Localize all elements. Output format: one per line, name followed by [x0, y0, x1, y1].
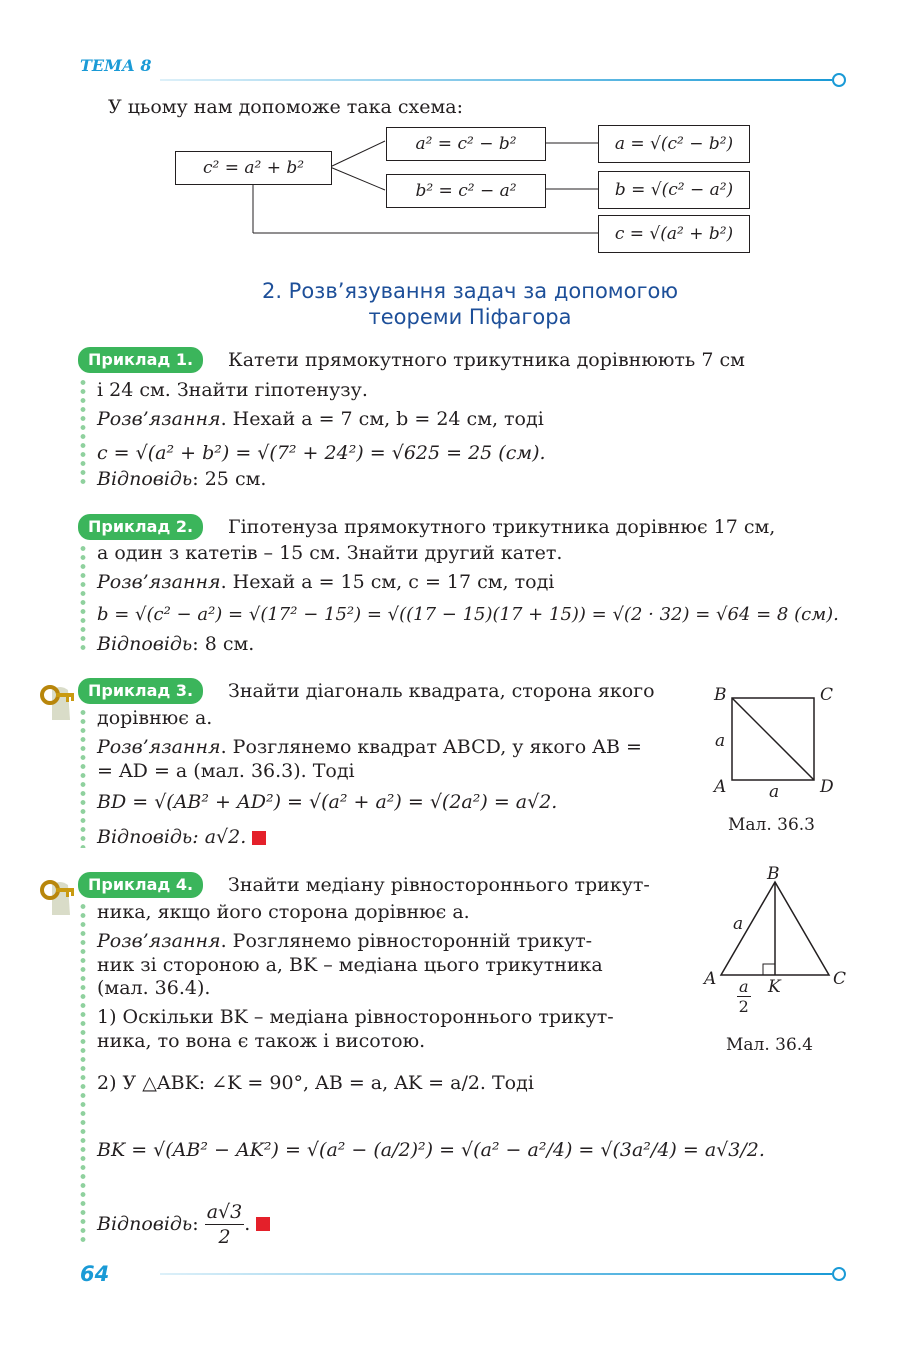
- solution-label: Розв’язання: [97, 408, 221, 430]
- section-title-line2: теореми Піфагора: [368, 305, 572, 329]
- point-C-label: C: [820, 685, 834, 705]
- point-B-label: B: [714, 685, 727, 705]
- header-rule: [160, 79, 832, 81]
- answer-fraction: $\frac{a√3}{2}$: [206, 1200, 243, 1248]
- figure-36-4-caption: Мал. 36.4: [726, 1035, 814, 1055]
- example1-dots: [80, 378, 86, 486]
- footer-rule: [160, 1273, 832, 1275]
- example4-line1: Знайти медіану рівностороннього трикут-: [228, 874, 650, 896]
- scheme-a-root: a = √(c² − b²): [598, 125, 750, 163]
- example3-calculation: BD = √(AB² + AD²) = √(a² + a²) = √(2a²) = a√2.: [97, 791, 558, 813]
- key-icon: [38, 875, 78, 919]
- solution-label: Розв’язання: [97, 571, 221, 593]
- example1-badge: Приклад 1.: [78, 347, 203, 373]
- example4-solution: Розв’язання. Розглянемо рівносторонній трикут-: [97, 930, 593, 952]
- side-a-label: a: [733, 914, 744, 934]
- example4-step1b: ника, то вона є також і висотою.: [97, 1030, 426, 1052]
- example2-answer: Відповідь: 8 см.: [97, 633, 255, 655]
- example3-answer: Відповідь: a√2.: [97, 825, 266, 849]
- page-number: 64: [80, 1262, 110, 1286]
- answer-label: Відповідь: [97, 1213, 193, 1235]
- example1-calculation: c = √(a² + b²) = √(7² + 24²) = √625 = 25 (см).: [97, 442, 546, 464]
- scheme-b-root: b = √(c² − a²): [598, 171, 750, 209]
- intro-text: У цьому нам допоможе така схема:: [108, 96, 463, 118]
- example4-badge: Приклад 4.: [78, 872, 203, 898]
- example4-step2: 2) У △ABK: ∠K = 90°, AB = a, AK = a/2. Тоді: [97, 1072, 534, 1094]
- side-a-left-label: a: [715, 731, 726, 751]
- example2-line1: Гіпотенуза прямокутного трикутника дорівнює 17 см,: [228, 516, 776, 538]
- example1-line1: Катети прямокутного трикутника дорівнюють 7 см: [228, 349, 745, 371]
- end-of-proof-mark: [256, 1217, 270, 1231]
- example2-calculation: b = √(c² − a²) = √(17² − 15²) = √((17 − 15)(17 + 15)) = √(2 · 32) = √64 = 8 (см).: [97, 604, 839, 625]
- example1-line2: і 24 см. Знайти гіпотенузу.: [97, 379, 368, 401]
- example4-line4: ник зі стороною a, BK – медіана цього трикутника: [97, 954, 603, 976]
- solution-label: Розв’язання: [97, 736, 221, 758]
- end-of-proof-mark: [252, 831, 266, 845]
- point-D-label: D: [820, 777, 834, 797]
- example2-line2: а один з катетів – 15 см. Знайти другий катет.: [97, 542, 563, 564]
- answer-label: Відповідь: [97, 633, 193, 655]
- scheme-main-formula: c² = a² + b²: [175, 151, 332, 185]
- example3-line4: = AD = a (мал. 36.3). Тоді: [97, 760, 355, 782]
- answer-label: Відповідь: [97, 468, 193, 490]
- header-rule-end: [832, 73, 846, 87]
- scheme-c-root: c = √(a² + b²): [598, 215, 750, 253]
- point-A-label: A: [704, 969, 717, 989]
- figure-36-3-caption: Мал. 36.3: [728, 815, 816, 835]
- answer-label: Відповідь: [97, 826, 193, 848]
- topic-header: ТЕМА 8: [80, 56, 152, 75]
- side-a-bottom-label: a: [769, 782, 780, 802]
- example3-dots: [80, 708, 86, 848]
- example4-dots: [80, 902, 86, 1242]
- point-K-label: K: [768, 977, 781, 997]
- example2-solution: Розв’язання. Нехай a = 15 см, c = 17 см, тоді: [97, 571, 555, 593]
- point-C-label: C: [833, 969, 847, 989]
- example1-answer: Відповідь: 25 см.: [97, 468, 267, 490]
- scheme-a-squared: a² = c² − b²: [386, 127, 546, 161]
- point-B-label: B: [767, 864, 780, 884]
- section-title-line1: 2. Розв’язування задач за допомогою: [261, 279, 679, 303]
- example1-solution: Розв’язання. Нехай a = 7 см, b = 24 см, тоді: [97, 408, 544, 430]
- example4-calculation: BK = √(AB² − AK²) = √(a² − (a/2)²) = √(a² − a²/4) = √(3a²/4) = a√3/2.: [97, 1139, 765, 1161]
- example2-dots: [80, 544, 86, 652]
- example3-line2: дорівнює a.: [97, 707, 213, 729]
- example3-badge: Приклад 3.: [78, 678, 203, 704]
- scheme-b-squared: b² = c² − a²: [386, 174, 546, 208]
- half-side-fraction: $\frac{a}{2}$: [738, 977, 749, 1016]
- example4-step1a: 1) Оскільки BK – медіана рівностороннього трикут-: [97, 1006, 614, 1028]
- footer-rule-end: [832, 1267, 846, 1281]
- example3-line1: Знайти діагональ квадрата, сторона якого: [228, 680, 655, 702]
- solution-label: Розв’язання: [97, 930, 221, 952]
- example4-answer: Відповідь : $\frac{a√3}{2}$ .: [97, 1198, 270, 1250]
- example4-line2: ника, якщо його сторона дорівнює a.: [97, 901, 470, 923]
- example4-line5: (мал. 36.4).: [97, 977, 211, 999]
- example3-solution: Розв’язання. Розглянемо квадрат ABCD, у якого AB =: [97, 736, 642, 758]
- point-A-label: A: [714, 777, 727, 797]
- example2-badge: Приклад 2.: [78, 514, 203, 540]
- key-icon: [38, 680, 78, 724]
